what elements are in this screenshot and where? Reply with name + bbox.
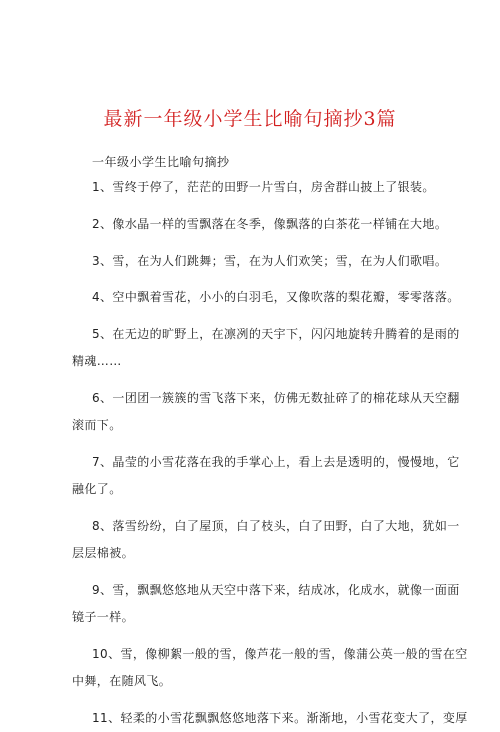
sentence-text: 3、雪，在为人们跳舞；雪，在为人们欢笑；雪，在为人们歌唱。 [92, 253, 448, 268]
list-item [72, 513, 460, 567]
list-item [72, 641, 468, 695]
sentence-text: 6、一团团一簇簇的雪飞落下来，仿佛无数扯碎了的棉花球从天空翻 [92, 391, 460, 406]
sentence-text-continuation: 融化了。 [72, 482, 122, 497]
sentence-text-continuation: 精魂…… [72, 354, 122, 369]
sentence-text: 5、在无边的旷野上，在凛冽的天宇下，闪闪地旋转升腾着的是雨的 [92, 327, 460, 342]
sentence-text: 10、雪，像柳絮一般的雪，像芦花一般的雪，像蒲公英一般的雪在空 [92, 647, 468, 662]
sentence-text: 8、落雪纷纷，白了屋顶，白了枝头，白了田野，白了大地，犹如一 [92, 519, 460, 534]
sentence-text-continuation: 中舞，在随风飞。 [72, 674, 172, 689]
section-subheading: 一年级小学生比喻句摘抄 [92, 155, 230, 169]
list-item [72, 449, 460, 503]
list-item [92, 211, 448, 238]
list-item [92, 248, 448, 275]
document-title: 最新一年级小学生比喻句摘抄3篇 [103, 108, 397, 130]
list-item [72, 577, 460, 631]
sentence-text: 7、晶莹的小雪花落在我的手掌心上，看上去是透明的，慢慢地，它 [92, 455, 460, 470]
sentence-text: 4、空中飘着雪花，小小的白羽毛，又像吹落的梨花瓣，零零落落。 [92, 290, 460, 305]
sentence-text-continuation: 滚而下。 [72, 418, 122, 433]
list-item [92, 705, 468, 732]
sentence-text: 9、雪，飘飘悠悠地从天空中落下来，结成冰，化成水，就像一面面 [92, 583, 460, 598]
list-item [72, 385, 460, 439]
sentence-text: 1、雪终于停了，茫茫的田野一片雪白，房舍群山披上了银装。 [92, 180, 435, 194]
sentence-text: 11、轻柔的小雪花飘飘悠悠地落下来。渐渐地，小雪花变大了，变厚 [92, 711, 468, 726]
sentence-text: 2、像水晶一样的雪飘落在冬季，像飘落的白茶花一样铺在大地。 [92, 216, 448, 231]
sentence-text-continuation: 镜子一样。 [72, 610, 135, 625]
list-item [92, 174, 435, 201]
list-item [72, 321, 460, 375]
list-item [92, 284, 460, 311]
sentence-text-continuation: 层层棉被。 [72, 546, 135, 561]
